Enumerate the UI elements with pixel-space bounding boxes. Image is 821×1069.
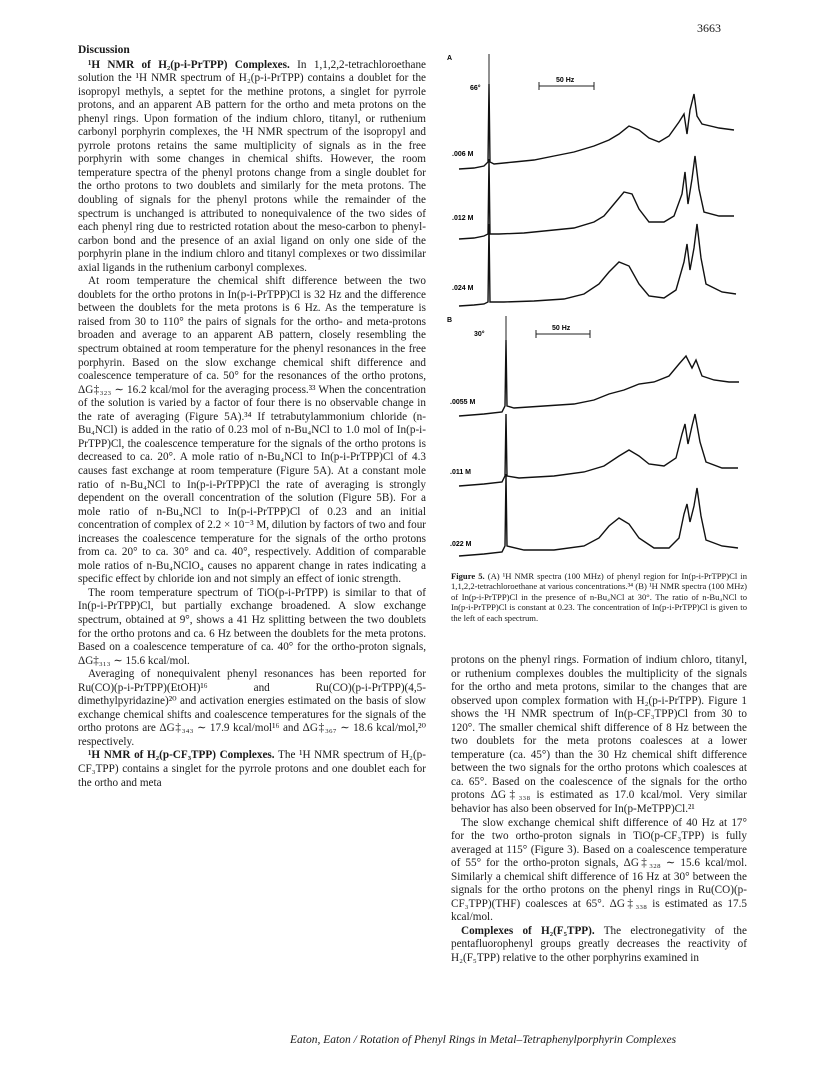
paragraph-text: The electronegativity of the pentafluorophenyl groups greatly decreases the reactivity of H₂(F₅TPP) relative to the other porphyrins examined in bbox=[451, 924, 747, 965]
paragraph-heading: ¹H NMR of H₂(p-CF₃TPP) Complexes. bbox=[88, 749, 275, 762]
spectrum-a-1 bbox=[459, 84, 734, 169]
left-column bbox=[78, 44, 426, 790]
figure-caption bbox=[451, 571, 747, 623]
paragraph: protons on the phenyl rings. Formation of indium chloro, titanyl, or ruthenium complexes doubles the multiplicity of the signals for the ortho and meta protons, similar to the changes that are observed upon complex formation with H₂(p-i-PrTPP). Figure 1 shows the ¹H NMR spectrum of In(p-CF₃TPP)Cl from 30 to 120°. The smaller chemical shift difference of 8 Hz between the two doublets for the meta protons coalesces at a lower temperature (ca. 45°) than the 30 Hz chemical shift difference between the two signals for the ortho protons which coalesces at ca. 65°. Based on the coalescence of the signals for the ortho protons ΔG‡₃₃₈ is estimated as 17.0 kcal/mol. Very similar behavior has also been observed for In(p-MeTPP)Cl.²¹ bbox=[451, 654, 747, 816]
panel-a-conc-1: .006 M bbox=[452, 151, 474, 158]
caption-text: (A) ¹H NMR spectra (100 MHz) of phenyl region for In(p-i-PrTPP)Cl in 1,1,2,2-tetrachloroethane at various concentrations.³⁴ (B) ¹H NMR spectra (100 MHz) of In(p-i-PrTPP)Cl in the presence of n-Bu₄NCl at 30°. The ratio of n-Bu₄NCl to In(p-i-PrTPP)Cl is constant at 0.23. The concentration of In(p-i-PrTPP)Cl is given to the left of each spectrum. bbox=[451, 571, 747, 623]
panel-b-temperature: 30° bbox=[474, 331, 485, 338]
panel-a-conc-3: .024 M bbox=[452, 285, 474, 292]
running-footer: Eaton, Eaton / Rotation of Phenyl Rings in Metal–Tetraphenylporphyrin Complexes bbox=[290, 1034, 677, 1046]
panel-b-conc-2: .011 M bbox=[450, 469, 472, 476]
figure-5 bbox=[444, 44, 749, 564]
paragraph: The slow exchange chemical shift difference of 40 Hz at 17° for the two ortho-proton signals in TiO(p-CF₃TPP) is fully averaged at 115° (Figure 3). Based on a coalescence temperature of 55° for the ortho-proton signals, ΔG‡₃₂₈ ∼ 15.6 kcal/mol. Similarly a chemical shift difference of 16 Hz at 30° between the signals for the ortho protons on the phenyl rings in Ru(CO)(p-CF₃TPP)(THF) coalesces at 65°. ΔG‡₃₃₈ is estimated as 17.5 kcal/mol. bbox=[451, 816, 747, 924]
paragraph: The room temperature spectrum of TiO(p-i-PrTPP) is similar to that of In(p-i-PrTPP)Cl, but partially exchange broadened. A slow exchange spectrum, obtained at 9°, shows a 41 Hz splitting between the two doublets for the ortho protons and ca. 6 Hz between the doublets for the meta protons. Based on a coalescence temperature of ca. 40° for the ortho-proton signals, ΔG‡₃₁₃ ∼ 15.6 kcal/mol. bbox=[78, 586, 426, 667]
spectrum-b-3 bbox=[459, 474, 738, 556]
page-number: 3663 bbox=[697, 21, 721, 35]
spectrum-b-1 bbox=[459, 340, 739, 416]
panel-b-scale-label: 50 Hz bbox=[552, 325, 571, 332]
paragraph bbox=[78, 59, 426, 276]
panel-a-temperature: 66° bbox=[470, 85, 481, 92]
right-column bbox=[451, 654, 747, 966]
spectrum-a-3 bbox=[459, 224, 736, 306]
spectrum-b-2 bbox=[459, 414, 738, 486]
paragraph: Averaging of nonequivalent phenyl resonances has been reported for Ru(CO)(p-i-PrTPP)(EtOH)¹⁶ and Ru(CO)(p-i-PrTPP)(4,5-dimethylpyridazine)²⁰ and activation energies estimated on the basis of slow exchange chemical shifts and coalescence temperatures for the signals of the ortho protons are ΔG‡₃₄₃ ∼ 17.9 kcal/mol¹⁶ and ΔG‡₃₆₇ ∼ 18.6 kcal/mol,²⁰ respectively. bbox=[78, 668, 426, 748]
paragraph bbox=[78, 749, 426, 790]
spectrum-a-2 bbox=[459, 156, 734, 239]
panel-a-scale-label: 50 Hz bbox=[556, 77, 575, 84]
panel-b-conc-1: .0055 M bbox=[450, 399, 476, 406]
caption-label: Figure 5. bbox=[451, 571, 485, 581]
panel-a-conc-2: .012 M bbox=[452, 215, 474, 222]
nmr-spectra-figure bbox=[444, 44, 749, 564]
panel-a-label: A bbox=[447, 55, 453, 62]
paragraph-text: The ¹H NMR spectrum of H₂(p-CF₃TPP) contains a singlet for the pyrrole protons and one doublet each for the ortho and meta bbox=[78, 749, 426, 789]
paragraph-heading: Complexes of H₂(F₅TPP). bbox=[461, 924, 595, 937]
paragraph-text: In 1,1,2,2-tetrachloroethane solution the ¹H NMR spectrum of H₂(p-i-PrTPP) contains a doublet for the isopropyl methyls, a septet for the methine protons, a singlet for pyrrole protons, and an apparent AB pattern for the ortho and meta protons on the phenyl rings. Upon formation of the indium chloro, titanyl, or ruthenium carbonyl porphyrin complexes, the ¹H NMR spectrum of the isopropyl and pyrrole protons retains the same multiplicity of signals as in the free porphyrin with some changes in chemical shifts. However, the room temperature spectra of the phenyl protons change from a single doublet for the ortho protons to two doublets and similarly for the meta protons. The doubling of signals for the phenyl protons while the remainder of the spectrum is unchanged is attributed to nonequivalence of the two sides of each phenyl ring due to restricted rotation about the meso-carbon to phenyl-carbon bond and the presence of an axial ligand on only one side of the porphyrin plane in the indium chloro and titanyl complexes or two dissimilar axial ligands in the ruthenium carbonyl complexes. bbox=[78, 58, 426, 274]
panel-b-label: B bbox=[447, 317, 453, 324]
paragraph bbox=[451, 925, 747, 966]
paragraph-heading: ¹H NMR of H₂(p-i-PrTPP) Complexes. bbox=[88, 58, 290, 71]
paragraph: At room temperature the chemical shift difference between the two doublets for the ortho protons in In(p-i-PrTPP)Cl is 32 Hz and the difference between the doublets for the meta protons is 6 Hz. As the temperature is raised from 30 to 110° the pairs of signals for the ortho- and meta-protons broaden and average to an apparent AB pattern, closely resembling the spectrum obtained at room temperature for the phenyl resonances in the free porphyrin. Based on the slow exchange chemical shift difference and coalescence temperature of ca. 50° for the resonances of the ortho protons, ΔG‡₃₂₃ ∼ 16.2 kcal/mol for the averaging process.³³ When the concentration of the solution is varied by a factor of four there is no observable change in the rate of averaging (Figure 5A).³⁴ If tetrabutylammonium chloride (n-Bu₄NCl) is added in the ratio of 0.23 mol of n-Bu₄NCl to 1.0 mol of In(p-i-PrTPP)Cl, the coalescence temperature for the signals of the ortho protons is decreased to ca. 20°. A mole ratio of n-Bu₄NCl to In(p-i-PrTPP)Cl of 4.3 causes fast exchange at room temperature (Figure 5A). At a constant mole ratio of n-Bu₄NCl to In(p-i-PrTPP)Cl the rate of averaging is strongly dependent on the overall concentration of the solution (Figure 5B). For a mole ratio of n-Bu₄NCl to In(p-i-PrTPP)Cl of 0.23 and an initial concentration of complex of 2.2 × 10⁻³ M, dilution by factors of two and four increases the coalescence temperature for the signals of the ortho protons from ca. 20° to ca. 30° and ca. 40°, respectively. Addition of comparable mole ratios of n-Bu₄NClO₄ causes no apparent change in rates indicating a specific effect by chloride ion and not simply an effect of ionic strength. bbox=[78, 275, 427, 586]
section-heading: Discussion bbox=[78, 44, 130, 56]
panel-b-conc-3: .022 M bbox=[450, 541, 472, 548]
